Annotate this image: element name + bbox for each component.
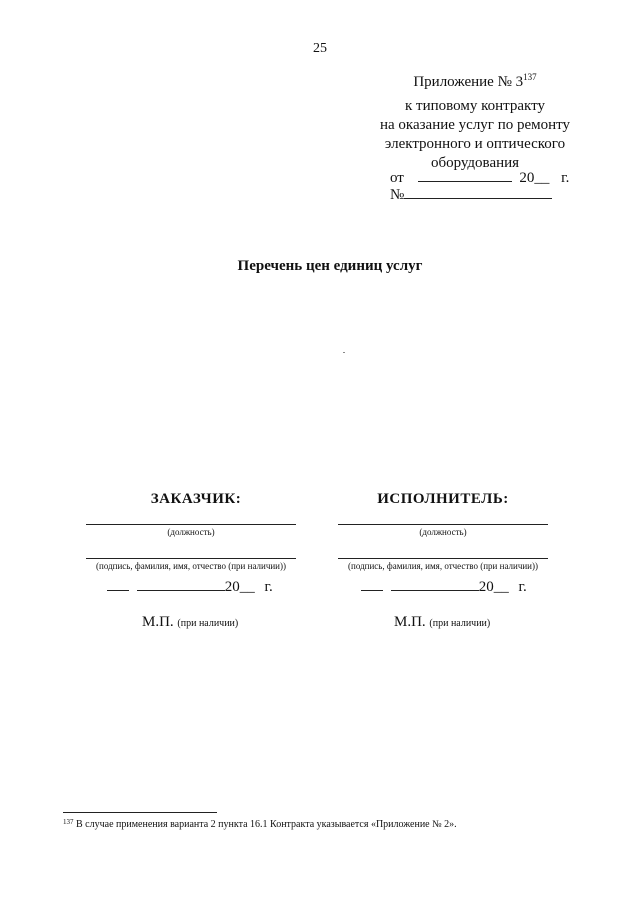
appendix-line: электронного и оптического [384, 136, 566, 152]
customer-signature-line [86, 558, 296, 559]
contractor-signature-line [338, 558, 548, 559]
footnote-text: В случае применения варианта 2 пункта 16.1 Контракта указывается «Приложение № 2». [76, 819, 457, 830]
contractor-heading: ИСПОЛНИТЕЛЬ: [377, 491, 509, 507]
contractor-date [361, 578, 527, 596]
date-year: 20__ [519, 170, 550, 186]
contractor-position-line [338, 524, 548, 525]
customer-seal [142, 614, 238, 631]
appendix-line: к типовому контракту [405, 98, 545, 114]
appendix-number-row [390, 186, 552, 204]
contractor-position-caption: (должность) [419, 527, 467, 537]
scan-speck [343, 352, 345, 353]
appendix-line: оборудования [430, 155, 520, 171]
customer-date [107, 578, 273, 596]
day-fill-line [361, 578, 383, 591]
day-fill-line [107, 578, 129, 591]
customer-date-year: 20__ [224, 579, 255, 595]
number-prefix: № [390, 187, 405, 203]
seal-note: (при наличии) [429, 618, 491, 629]
document-title: Перечень цен единиц услуг [237, 258, 423, 274]
number-fill-line [404, 186, 552, 199]
page-number: 25 [313, 41, 327, 56]
contractor-seal [394, 614, 490, 631]
appendix-line: на оказание услуг по ремонту [379, 117, 571, 133]
customer-signature-caption: (подпись, фамилия, имя, отчество (при наличии)) [96, 561, 286, 571]
month-fill-line [391, 578, 479, 591]
date-suffix: г. [561, 170, 570, 186]
seal-label: М.П. [142, 614, 174, 630]
customer-date-suffix: г. [264, 579, 273, 595]
appendix-footnote-ref: 137 [523, 72, 537, 82]
contractor-signature-caption: (подпись, фамилия, имя, отчество (при наличии)) [348, 561, 538, 571]
appendix-date-row [390, 169, 569, 187]
appendix-title [370, 72, 580, 91]
customer-position-caption: (должность) [167, 527, 215, 537]
appendix-title-text: Приложение № 3 [413, 74, 524, 90]
customer-heading: ЗАКАЗЧИК: [150, 491, 242, 507]
month-fill-line [137, 578, 225, 591]
customer-position-line [86, 524, 296, 525]
footnote [63, 818, 457, 830]
footnote-separator [63, 812, 217, 813]
footnote-ref: 137 [63, 818, 74, 826]
seal-note: (при наличии) [177, 618, 239, 629]
contractor-date-suffix: г. [518, 579, 527, 595]
date-fill-line [418, 169, 512, 182]
contractor-date-year: 20__ [478, 579, 509, 595]
date-prefix: от [390, 170, 404, 186]
seal-label: М.П. [394, 614, 426, 630]
